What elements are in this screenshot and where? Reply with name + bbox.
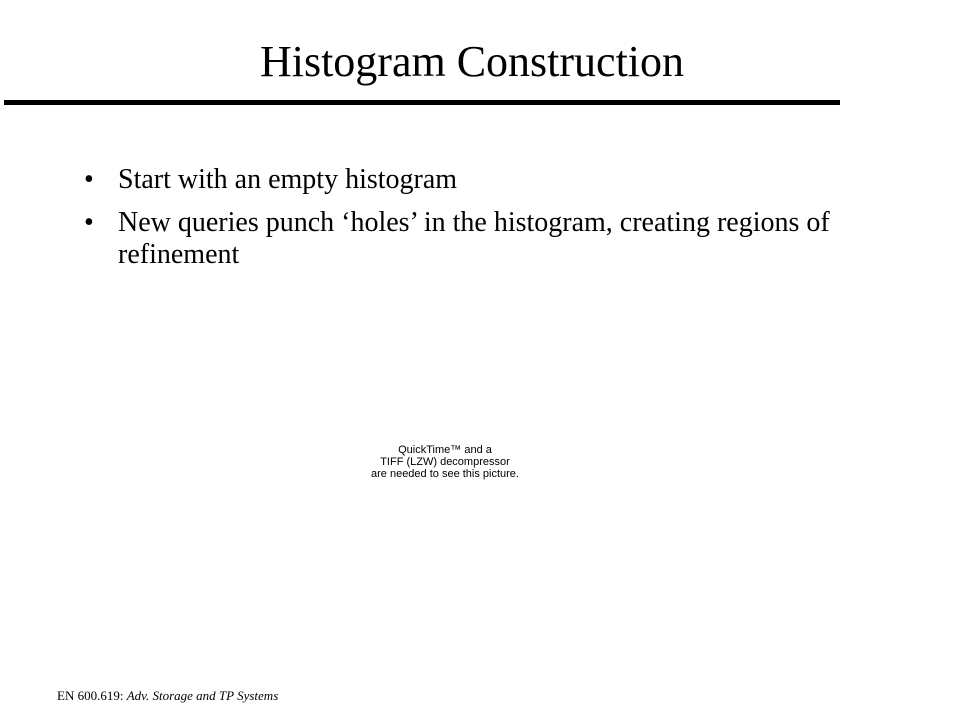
footer-course-name: Adv. Storage and TP Systems [126, 688, 279, 703]
footer-separator: : [119, 688, 127, 703]
placeholder-line: are needed to see this picture. [371, 468, 519, 480]
title-underline [4, 100, 840, 105]
placeholder-line: QuickTime™ and a [398, 444, 492, 456]
bullet-item [84, 164, 844, 196]
missing-image-placeholder [360, 444, 530, 480]
slide-title: Histogram Construction [259, 37, 685, 86]
bullet-glyph: • [84, 164, 94, 195]
bullet-glyph: • [84, 207, 94, 238]
bullet-text: New queries punch ‘holes’ in the histogram, creating regions of refinement [118, 207, 830, 270]
footer-course-code: EN 600.619 [57, 688, 120, 703]
slide-footer [57, 688, 278, 704]
bullet-item [84, 207, 844, 271]
bullet-text: Start with an empty histogram [118, 164, 458, 195]
bullet-list [84, 164, 844, 282]
placeholder-line: TIFF (LZW) decompressor [380, 456, 510, 468]
